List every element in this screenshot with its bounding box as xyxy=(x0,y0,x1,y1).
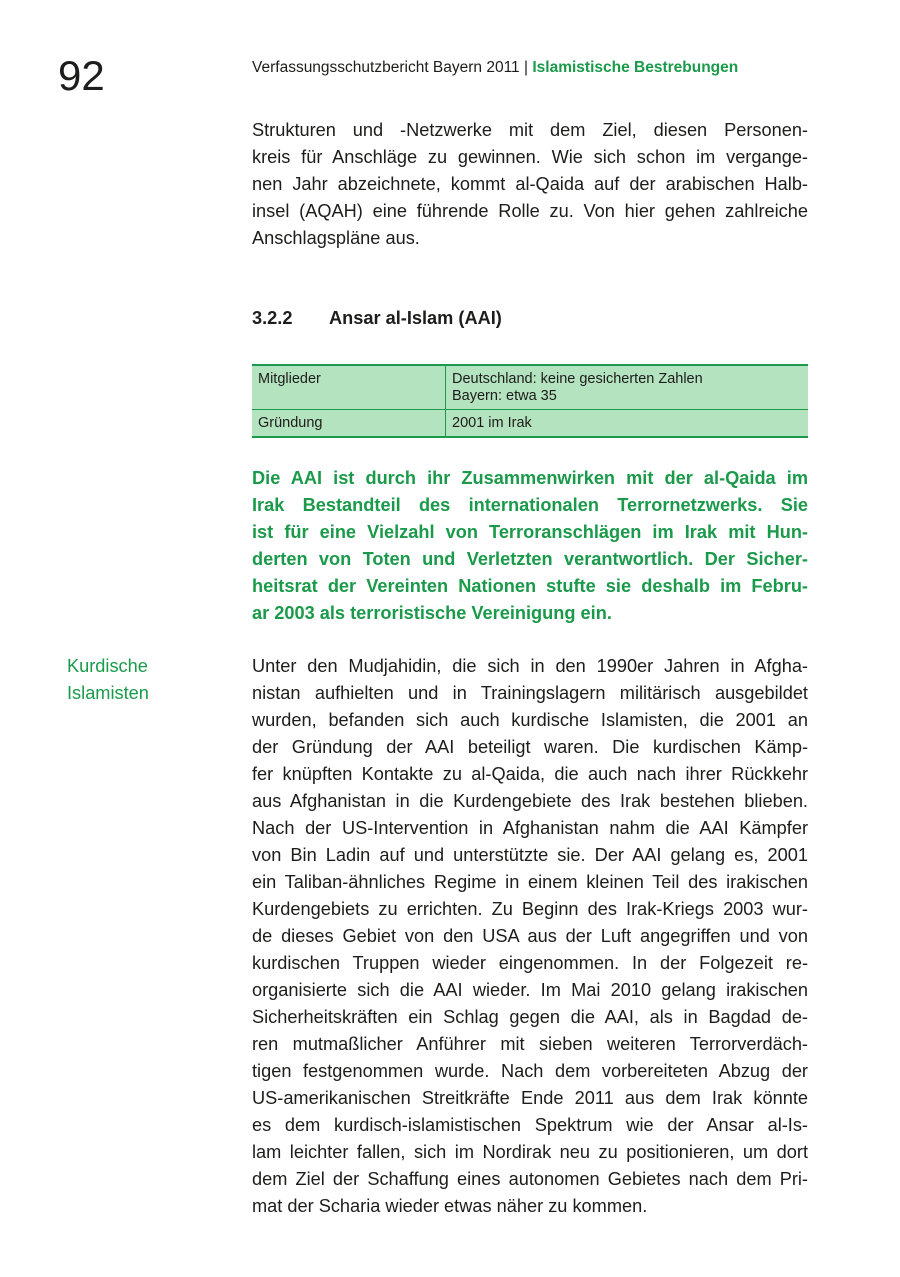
text-line: Unter den Mudjahidin, die sich in den 1990er Jahren in Afgha- xyxy=(252,656,808,676)
text-line: fer knüpften Kontakte zu al-Qaida, die auch nach ihrer Rückkehr xyxy=(252,764,808,784)
text-line: Kurdengebiets zu errichten. Zu Beginn des Irak-Kriegs 2003 wur- xyxy=(252,899,808,919)
table-row xyxy=(252,410,808,438)
highlight-line: heitsrat der Vereinten Nationen stufte sie deshalb im Febru- xyxy=(252,576,808,596)
text-line: nistan aufhielten und in Trainingslagern militärisch ausgebildet xyxy=(252,683,808,703)
page-number: 92 xyxy=(58,52,105,99)
text-line: nen Jahr abzeichnete, kommt al-Qaida auf der arabischen Halb- xyxy=(252,174,808,194)
table-label-cell: Mitglieder xyxy=(252,365,446,410)
text-line: Strukturen und -Netzwerke mit dem Ziel, diesen Personen- xyxy=(252,120,808,140)
text-line: Anschlagspläne aus. xyxy=(252,228,420,248)
text-line: ein Taliban-ähnliches Regime in einem kleinen Teil des irakischen xyxy=(252,872,808,892)
table-label-cell: Gründung xyxy=(252,410,446,438)
text-line: lam leichter fallen, sich im Nordirak neu zu positionieren, um dort xyxy=(252,1142,808,1162)
text-line: von Bin Ladin auf und unterstützte sie. Der AAI gelang es, 2001 xyxy=(252,845,808,865)
text-line: Nach der US-Intervention in Afghanistan nahm die AAI Kämpfer xyxy=(252,818,808,838)
table-value-line: Deutschland: keine gesicherten Zahlen xyxy=(452,371,703,387)
section-number: 3.2.2 xyxy=(252,308,293,328)
section-title: Islamistische Bestrebungen xyxy=(532,59,739,76)
table-value-cell xyxy=(446,365,809,410)
info-table xyxy=(252,364,808,438)
margin-note xyxy=(67,653,149,707)
highlight-line: ar 2003 als terroristische Vereinigung ein. xyxy=(252,603,612,623)
section-heading xyxy=(252,305,502,331)
text-line: der Gründung der AAI beteiligt waren. Die kurdischen Kämp- xyxy=(252,737,808,757)
text-line: organisierte sich die AAI wieder. Im Mai 2010 gelang irakischen xyxy=(252,980,808,1000)
highlight-line: derten von Toten und Verletzten verantwortlich. Der Sicher- xyxy=(252,549,808,569)
table-value-cell xyxy=(446,410,809,438)
text-line: tigen festgenommen wurde. Nach dem vorbereiteten Abzug der xyxy=(252,1061,808,1081)
text-line: insel (AQAH) eine führende Rolle zu. Von hier gehen zahlreiche xyxy=(252,201,808,221)
text-line: de dieses Gebiet von den USA aus der Luft angegriffen und von xyxy=(252,926,808,946)
intro-paragraph xyxy=(252,117,808,252)
text-line: aus Afghanistan in die Kurdengebiete des Irak bestehen blieben. xyxy=(252,791,808,811)
report-title: Verfassungsschutzbericht Bayern 2011 xyxy=(252,59,520,76)
highlight-line: Die AAI ist durch ihr Zusammenwirken mit der al-Qaida im xyxy=(252,468,808,488)
text-line: wurden, befanden sich auch kurdische Islamisten, die 2001 an xyxy=(252,710,808,730)
margin-note-line: Kurdische xyxy=(67,656,148,676)
running-header xyxy=(252,58,738,78)
highlight-paragraph xyxy=(252,465,808,627)
text-line: dem Ziel der Schaffung eines autonomen Gebietes nach dem Pri- xyxy=(252,1169,808,1189)
text-line: mat der Scharia wieder etwas näher zu kommen. xyxy=(252,1196,648,1216)
margin-note-line: Islamisten xyxy=(67,683,149,703)
table-value-line: Bayern: etwa 35 xyxy=(452,388,557,404)
table-row xyxy=(252,365,808,410)
text-line: US-amerikanischen Streitkräfte Ende 2011 aus dem Irak könnte xyxy=(252,1088,808,1108)
text-line: Sicherheitskräften ein Schlag gegen die AAI, als in Bagdad de- xyxy=(252,1007,808,1027)
table-value-line: 2001 im Irak xyxy=(452,415,532,431)
highlight-line: ist für eine Vielzahl von Terroranschlägen im Irak mit Hun- xyxy=(252,522,808,542)
main-paragraph xyxy=(252,653,808,1220)
section-heading-title: Ansar al-Islam (AAI) xyxy=(329,308,502,328)
header-separator: | xyxy=(524,59,529,76)
text-line: kreis für Anschläge zu gewinnen. Wie sich schon im vergange- xyxy=(252,147,808,167)
text-line: kurdischen Truppen wieder eingenommen. In der Folgezeit re- xyxy=(252,953,808,973)
text-line: ren mutmaßlicher Anführer mit sieben weiteren Terrorverdäch- xyxy=(252,1034,808,1054)
text-line: es dem kurdisch-islamistischen Spektrum wie der Ansar al-Is- xyxy=(252,1115,808,1135)
highlight-line: Irak Bestandteil des internationalen Terrornetzwerks. Sie xyxy=(252,495,808,515)
